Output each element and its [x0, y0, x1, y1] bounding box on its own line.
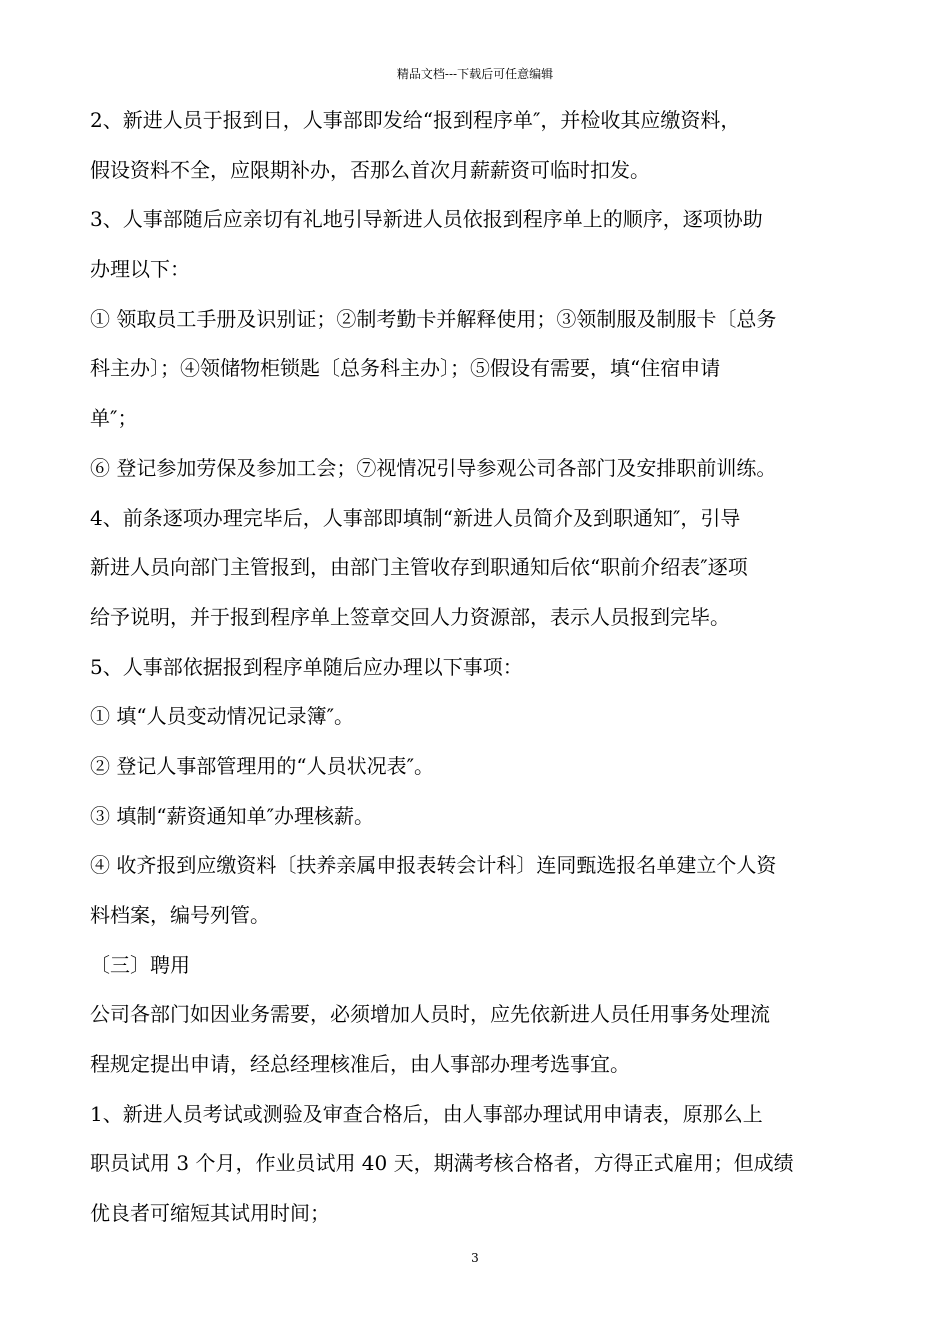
text-line: 1、新进人员考试或测验及审查合格后，由人事部办理试用申请表，原那么上: [90, 1101, 763, 1126]
paragraph-intro: [90, 990, 862, 1089]
paragraph-item1: [90, 1090, 862, 1239]
text-line: 优良者可缩短其试用时间；: [90, 1201, 330, 1226]
text-line: 5、人事部依据报到程序单随后应办理以下事项：: [90, 654, 523, 679]
list-item-3: [90, 792, 862, 842]
text-line: ① 领取员工手册及识别证；②制考勤卡并解释使用；③领制服及制服卡〔总务: [90, 306, 777, 331]
text-line: 单″；: [90, 406, 138, 431]
paragraph-steps-1-5: [90, 295, 862, 444]
text-line: ① 填“人员变动情况记录簿″。: [90, 704, 355, 729]
text-line: 公司各部门如因业务需要，必须增加人员时，应先依新进人员任用事务处理流: [90, 1002, 770, 1027]
paragraph-item2: [90, 96, 862, 195]
text-line: 料档案，编号列管。: [90, 903, 270, 927]
text-line: 新进人员向部门主管报到，由部门主管收存到职通知后依“职前介绍表″逐项: [90, 555, 748, 580]
page-header: 精品文档---下载后可任意编辑: [396, 67, 554, 81]
section-heading: [90, 941, 862, 991]
text-line: ⑥ 登记参加劳保及参加工会；⑦视情况引导参观公司各部门及安排职前训练。: [90, 455, 777, 480]
text-line: ② 登记人事部管理用的“人员状况表″。: [90, 753, 435, 778]
text-line: 科主办〕；④领储物柜锁匙〔总务科主办〕；⑤假设有需要，填“住宿申请: [90, 356, 721, 381]
text-line: 〔三〕聘用: [90, 952, 190, 977]
text-line: 2、新进人员于报到日，人事部即发给“报到程序单″，并检收其应缴资料，: [90, 108, 741, 132]
text-line: 4、前条逐项办理完毕后，人事部即填制“新进人员简介及到职通知″，引导: [90, 505, 741, 530]
text-line: ③ 填制“薪资通知单″办理核薪。: [90, 803, 375, 828]
paragraph-steps-6-7: [90, 444, 862, 494]
text-line: ④ 收齐报到应缴资料〔扶养亲属申报表转会计科〕连同甄选报名单建立个人资: [90, 853, 777, 878]
text-line: 职员试用 3 个月，作业员试用 40 天，期满考核合格者，方得正式雇用；但成绩: [90, 1151, 794, 1176]
page-number: 3: [471, 1251, 479, 1265]
paragraph-item5: [90, 643, 862, 693]
list-item-2: [90, 742, 862, 792]
text-line: 程规定提出申请，经总经理核准后，由人事部办理考选事宜。: [90, 1052, 630, 1077]
list-item-1: [90, 692, 862, 742]
document-body: [90, 96, 862, 1239]
text-line: 假设资料不全，应限期补办，否那么首次月薪薪资可临时扣发。: [90, 157, 650, 182]
paragraph-item3: [90, 195, 862, 294]
text-line: 3、人事部随后应亲切有礼地引导新进人员依报到程序单上的顺序，逐项协助: [90, 207, 763, 232]
text-line: 办理以下：: [90, 257, 190, 282]
paragraph-item4: [90, 494, 862, 643]
text-line: 给予说明，并于报到程序单上签章交回人力资源部，表示人员报到完毕。: [90, 604, 730, 629]
list-item-4: [90, 841, 862, 940]
